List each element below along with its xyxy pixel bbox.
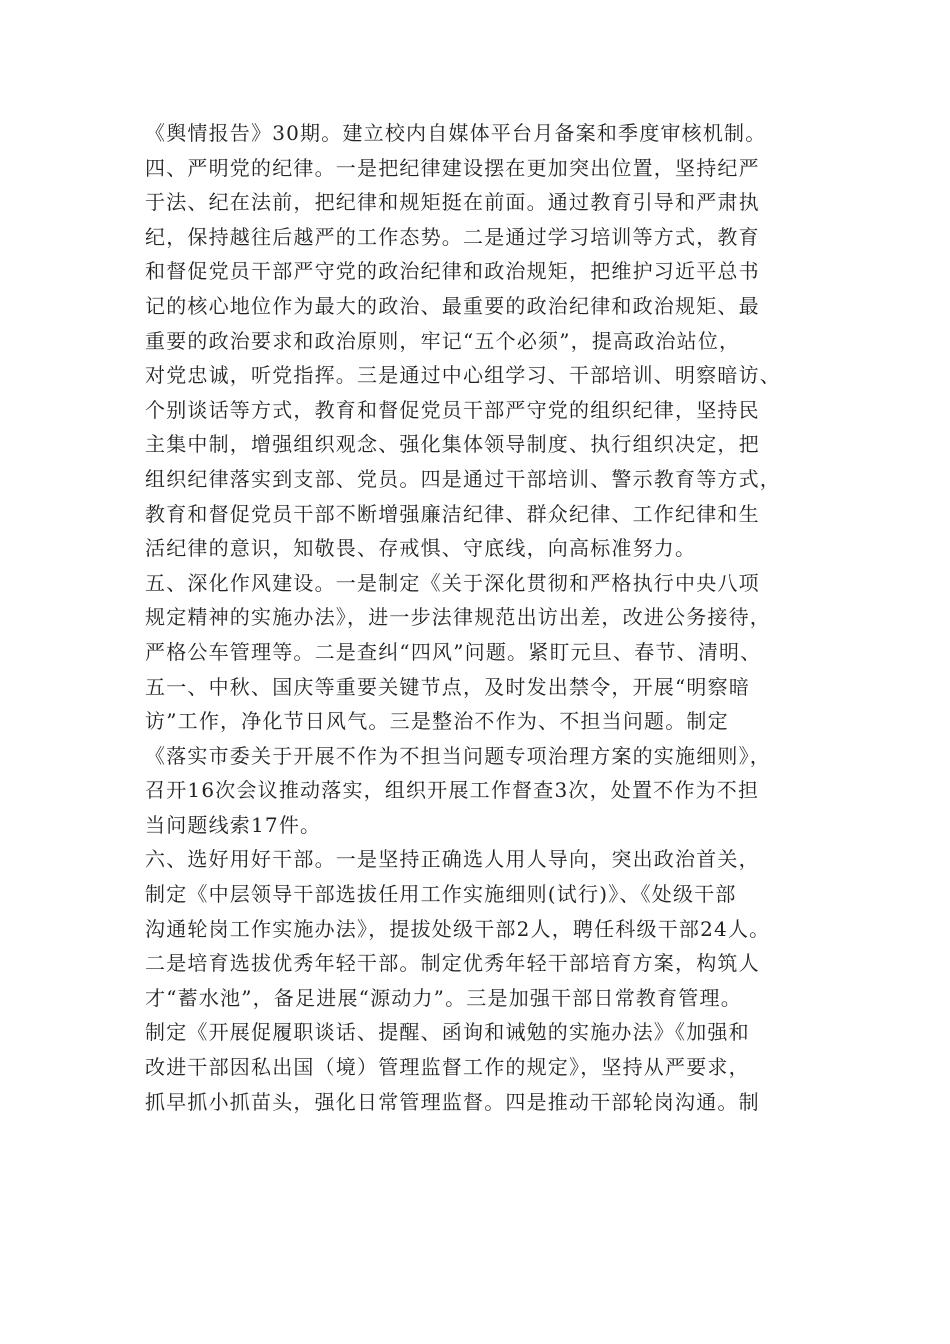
text-line: 《落实市委关于开展不作为不担当问题专项治理方案的实施细则》， — [145, 743, 771, 768]
text-line: 组织纪律落实到支部、党员。四是通过干部培训、警示教育等方式， — [145, 466, 781, 491]
text-line: 于法、纪在法前，把纪律和规矩挺在前面。通过教育引导和严肃执 — [145, 190, 760, 215]
text-line: 当问题线索17件。 — [145, 812, 322, 837]
text-line: 和督促党员干部严守党的政治纪律和政治规矩，把维护习近平总书 — [145, 259, 760, 284]
text-line: 主集中制，增强组织观念、强化集体领导制度、执行组织决定，把 — [145, 432, 760, 457]
text-line: 《舆情报告》30期。建立校内自媒体平台月备案和季度审核机制。 — [145, 121, 767, 145]
text-line: 活纪律的意识，知敬畏、存戒惧、守底线，向高标准努力。 — [145, 536, 697, 561]
text-line: 记的核心地位作为最大的政治、最重要的政治纪律和政治规矩、最 — [145, 293, 760, 318]
text-line: 教育和督促党员干部不断增强廉洁纪律、群众纪律、工作纪律和生 — [145, 501, 760, 526]
text-line: 纪，保持越往后越严的工作态势。二是通过学习培训等方式，教育 — [145, 224, 760, 249]
text-line: 改进干部因私出国（境）管理监督工作的规定》，坚持从严要求， — [145, 1055, 750, 1080]
text-line: 召开16次会议推动落实，组织开展工作督查3次，处置不作为不担 — [145, 778, 760, 803]
text-line: 二是培育选拔优秀年轻干部。制定优秀年轻干部培育方案，构筑人 — [145, 951, 760, 976]
text-line: 规定精神的实施办法》，进一步法律规范出访出差，改进公务接待， — [145, 605, 771, 630]
text-line: 才“蓄水池”，备足进展“源动力”。三是加强干部日常教育管理。 — [145, 985, 742, 1010]
body-text — [145, 116, 825, 1119]
text-line: 制定《开展促履职谈话、提醒、函询和诫勉的实施办法》《加强和 — [145, 1020, 750, 1045]
text-line: 六、选好用好干部。一是坚持正确选人用人导向，突出政治首关， — [145, 847, 760, 872]
text-line: 制定《中层领导干部选拔任用工作实施细则(试行)》、《处级干部 — [145, 882, 737, 907]
text-line: 五、深化作风建设。一是制定《关于深化贯彻和严格执行中央八项 — [145, 570, 760, 595]
text-line: 个别谈话等方式，教育和督促党员干部严守党的组织纪律，坚持民 — [145, 397, 760, 422]
text-line: 严格公车管理等。二是查纠“四风”问题。紧盯元旦、春节、清明、 — [145, 639, 762, 664]
text-line: 四、严明党的纪律。一是把纪律建设摆在更加突出位置，坚持纪严 — [145, 155, 760, 180]
text-line: 对党忠诚，听党指挥。三是通过中心组学习、干部培训、明察暗访、 — [145, 363, 781, 388]
text-line: 访”工作，净化节日风气。三是整治不作为、不担当问题。制定 — [145, 709, 729, 734]
text-line: 重要的政治要求和政治原则，牢记“五个必须”，提高政治站位， — [145, 328, 741, 353]
text-line: 沟通轮岗工作实施办法》，提拔处级干部2人，聘任科级干部24人。 — [145, 916, 771, 941]
text-line: 抓早抓小抓苗头，强化日常管理监督。四是推动干部轮岗沟通。制 — [145, 1089, 760, 1114]
text-line: 五一、中秋、国庆等重要关键节点，及时发出禁令，开展“明察暗 — [145, 674, 751, 699]
